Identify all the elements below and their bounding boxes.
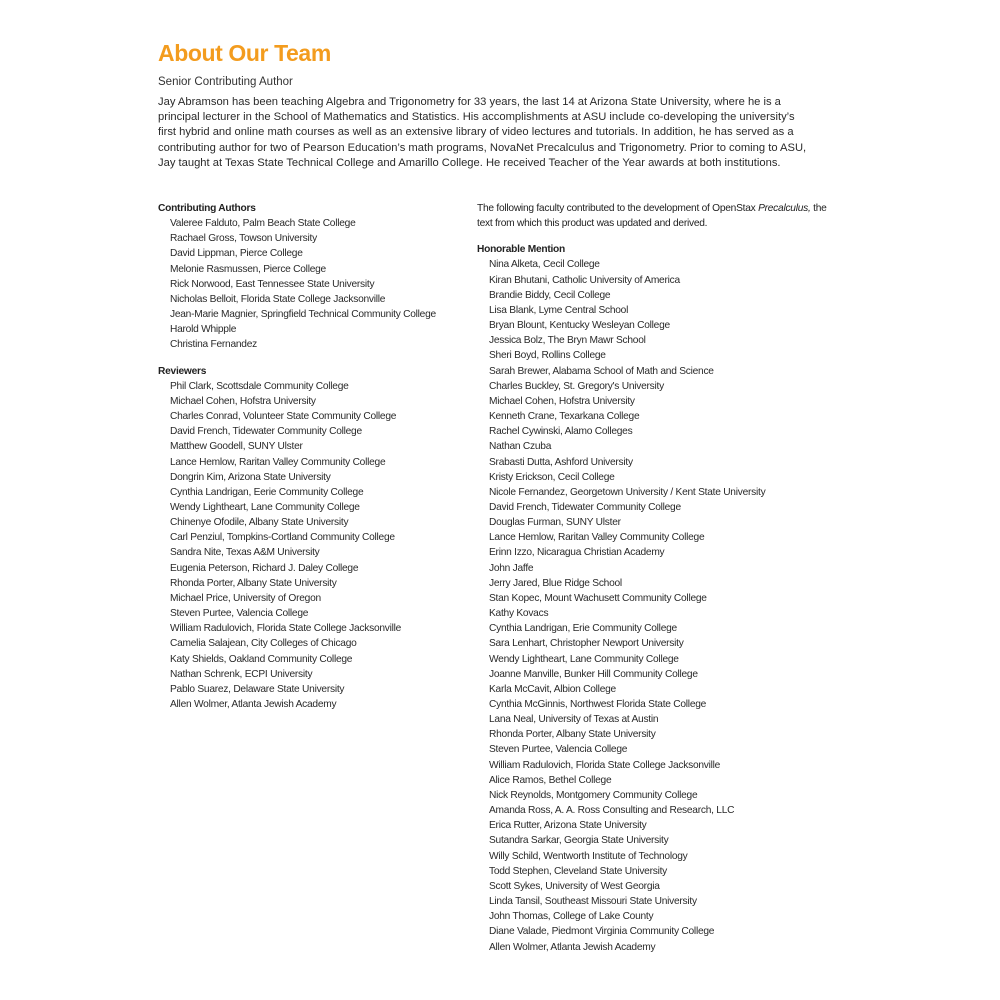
list-item: Amanda Ross, A. A. Ross Consulting and Research, LLC bbox=[489, 805, 735, 817]
list-item: Rick Norwood, East Tennessee State University bbox=[170, 278, 375, 290]
honorable-mention-section bbox=[477, 242, 837, 954]
list-item: Alice Ramos, Bethel College bbox=[489, 774, 612, 786]
list-item: Nick Reynolds, Montgomery Community College bbox=[489, 789, 698, 801]
list-item: Srabasti Dutta, Ashford University bbox=[489, 456, 633, 468]
list-item: Stan Kopec, Mount Wachusett Community College bbox=[489, 592, 707, 604]
list-item: Michael Price, University of Oregon bbox=[170, 592, 321, 604]
list-item: David French, Tidewater Community College bbox=[170, 426, 362, 438]
list-item: Erica Rutter, Arizona State University bbox=[489, 820, 647, 832]
list-item: Scott Sykes, University of West Georgia bbox=[489, 880, 660, 892]
list-item: Sandra Nite, Texas A&M University bbox=[170, 547, 320, 559]
list-item: Dongrin Kim, Arizona State University bbox=[170, 471, 331, 483]
list-item: William Radulovich, Florida State College Jacksonville bbox=[489, 759, 721, 771]
list-item: David French, Tidewater Community College bbox=[489, 501, 681, 513]
honorable-mention-list bbox=[489, 257, 837, 954]
list-item: Christina Fernandez bbox=[170, 339, 257, 351]
list-item: Nicholas Belloit, Florida State College Jacksonville bbox=[170, 293, 386, 305]
list-item: Kenneth Crane, Texarkana College bbox=[489, 411, 640, 423]
list-item: Camelia Salajean, City Colleges of Chicago bbox=[170, 638, 357, 650]
list-item: Wendy Lightheart, Lane Community College bbox=[170, 501, 360, 513]
faculty-intro-book-title: Precalculus, bbox=[758, 203, 811, 214]
list-item: Pablo Suarez, Delaware State University bbox=[170, 683, 345, 695]
contributing-authors-list bbox=[170, 216, 458, 352]
list-item: Charles Buckley, St. Gregory's University bbox=[489, 380, 664, 392]
senior-author-label: Senior Contributing Author bbox=[158, 76, 293, 88]
senior-author-bio: Jay Abramson has been teaching Algebra and Trigonometry for 33 years, the last 14 at Arizona State University, where he is a principal lecturer in the School of Mathematics and Statistics. His accomplishments at ASU include co-developing the university’s first hybrid and online math courses as well as an extensive library of video lectures and tutorials. In addition, he has served as a contributing author for two of Pearson Education’s math programs, NovaNet Precalculus and Trigonometry. Prior to coming to ASU, Jay taught at Texas State Technical College and Amarillo College. He received Teacher of the Year awards at both institutions. bbox=[158, 96, 807, 169]
list-item: Katy Shields, Oakland Community College bbox=[170, 653, 353, 665]
list-item: Nathan Czuba bbox=[489, 441, 552, 453]
list-item: Douglas Furman, SUNY Ulster bbox=[489, 517, 621, 529]
reviewers-heading: Reviewers bbox=[158, 365, 207, 377]
list-item: Sutandra Sarkar, Georgia State University bbox=[489, 835, 669, 847]
list-item: Rhonda Porter, Albany State University bbox=[489, 729, 656, 741]
list-item: Linda Tansil, Southeast Missouri State University bbox=[489, 896, 697, 908]
list-item: Steven Purtee, Valencia College bbox=[170, 608, 309, 620]
list-item: Lisa Blank, Lyme Central School bbox=[489, 304, 629, 316]
list-item: John Jaffe bbox=[489, 562, 534, 574]
page-title: About Our Team bbox=[158, 40, 331, 66]
list-item: Lance Hemlow, Raritan Valley Community College bbox=[170, 456, 386, 468]
list-item: Kiran Bhutani, Catholic University of America bbox=[489, 274, 680, 286]
list-item: David Lippman, Pierce College bbox=[170, 248, 303, 260]
list-item: Karla McCavit, Albion College bbox=[489, 683, 616, 695]
list-item: Michael Cohen, Hofstra University bbox=[489, 395, 635, 407]
list-item: Matthew Goodell, SUNY Ulster bbox=[170, 441, 303, 453]
list-item: Jean-Marie Magnier, Springfield Technical Community College bbox=[170, 309, 436, 321]
list-item: Rachel Cywinski, Alamo Colleges bbox=[489, 426, 633, 438]
list-item: Brandie Biddy, Cecil College bbox=[489, 289, 611, 301]
list-item: Lance Hemlow, Raritan Valley Community College bbox=[489, 532, 705, 544]
list-item: Carl Penziul, Tompkins-Cortland Community College bbox=[170, 532, 395, 544]
list-item: Bryan Blount, Kentucky Wesleyan College bbox=[489, 320, 670, 332]
list-item: Kathy Kovacs bbox=[489, 608, 549, 620]
reviewers-section bbox=[158, 364, 458, 713]
list-item: Cynthia Landrigan, Eerie Community College bbox=[170, 486, 364, 498]
list-item: Sarah Brewer, Alabama School of Math and Science bbox=[489, 365, 714, 377]
faculty-intro bbox=[477, 201, 837, 231]
list-item: Valeree Falduto, Palm Beach State College bbox=[170, 218, 356, 230]
list-item: Michael Cohen, Hofstra University bbox=[170, 395, 316, 407]
list-item: William Radulovich, Florida State College Jacksonville bbox=[170, 623, 402, 635]
list-item: Todd Stephen, Cleveland State University bbox=[489, 865, 668, 877]
list-item: Lana Neal, University of Texas at Austin bbox=[489, 714, 659, 726]
list-item: Sara Lenhart, Christopher Newport University bbox=[489, 638, 684, 650]
faculty-intro-after: the text from which this product was updated and derived. bbox=[477, 203, 827, 230]
list-item: Harold Whipple bbox=[170, 324, 237, 336]
list-item: Joanne Manville, Bunker Hill Community College bbox=[489, 668, 698, 680]
list-item: Nicole Fernandez, Georgetown University / Kent State University bbox=[489, 486, 766, 498]
list-item: Steven Purtee, Valencia College bbox=[489, 744, 628, 756]
list-item: Jerry Jared, Blue Ridge School bbox=[489, 577, 622, 589]
list-item: Charles Conrad, Volunteer State Community College bbox=[170, 411, 397, 423]
list-item: Wendy Lightheart, Lane Community College bbox=[489, 653, 679, 665]
honorable-mention-heading: Honorable Mention bbox=[477, 244, 565, 256]
left-column bbox=[158, 201, 458, 712]
list-item: Diane Valade, Piedmont Virginia Community College bbox=[489, 926, 715, 938]
list-item: Rachael Gross, Towson University bbox=[170, 233, 317, 245]
list-item: Willy Schild, Wentworth Institute of Technology bbox=[489, 850, 688, 862]
list-item: John Thomas, College of Lake County bbox=[489, 911, 654, 923]
contributing-authors-heading: Contributing Authors bbox=[158, 203, 256, 214]
list-item: Nina Alketa, Cecil College bbox=[489, 259, 600, 271]
list-item: Phil Clark, Scottsdale Community College bbox=[170, 380, 349, 392]
faculty-intro-before: The following faculty contributed to the development of OpenStax bbox=[477, 203, 759, 214]
list-item: Sheri Boyd, Rollins College bbox=[489, 350, 606, 362]
list-item: Chinenye Ofodile, Albany State University bbox=[170, 517, 349, 529]
list-item: Nathan Schrenk, ECPI University bbox=[170, 668, 313, 680]
list-item: Erinn Izzo, Nicaragua Christian Academy bbox=[489, 547, 665, 559]
list-item: Cynthia McGinnis, Northwest Florida State College bbox=[489, 699, 707, 710]
list-item: Cynthia Landrigan, Erie Community College bbox=[489, 623, 677, 635]
list-item: Jessica Bolz, The Bryn Mawr School bbox=[489, 335, 646, 347]
list-item: Rhonda Porter, Albany State University bbox=[170, 577, 337, 589]
contributing-authors-section bbox=[158, 201, 458, 353]
list-item: Melonie Rasmussen, Pierce College bbox=[170, 263, 326, 275]
right-column bbox=[477, 201, 837, 955]
list-item: Allen Wolmer, Atlanta Jewish Academy bbox=[489, 941, 656, 953]
list-item: Allen Wolmer, Atlanta Jewish Academy bbox=[170, 699, 337, 710]
reviewers-list bbox=[170, 379, 458, 712]
list-item: Kristy Erickson, Cecil College bbox=[489, 471, 615, 483]
list-item: Eugenia Peterson, Richard J. Daley College bbox=[170, 562, 359, 574]
